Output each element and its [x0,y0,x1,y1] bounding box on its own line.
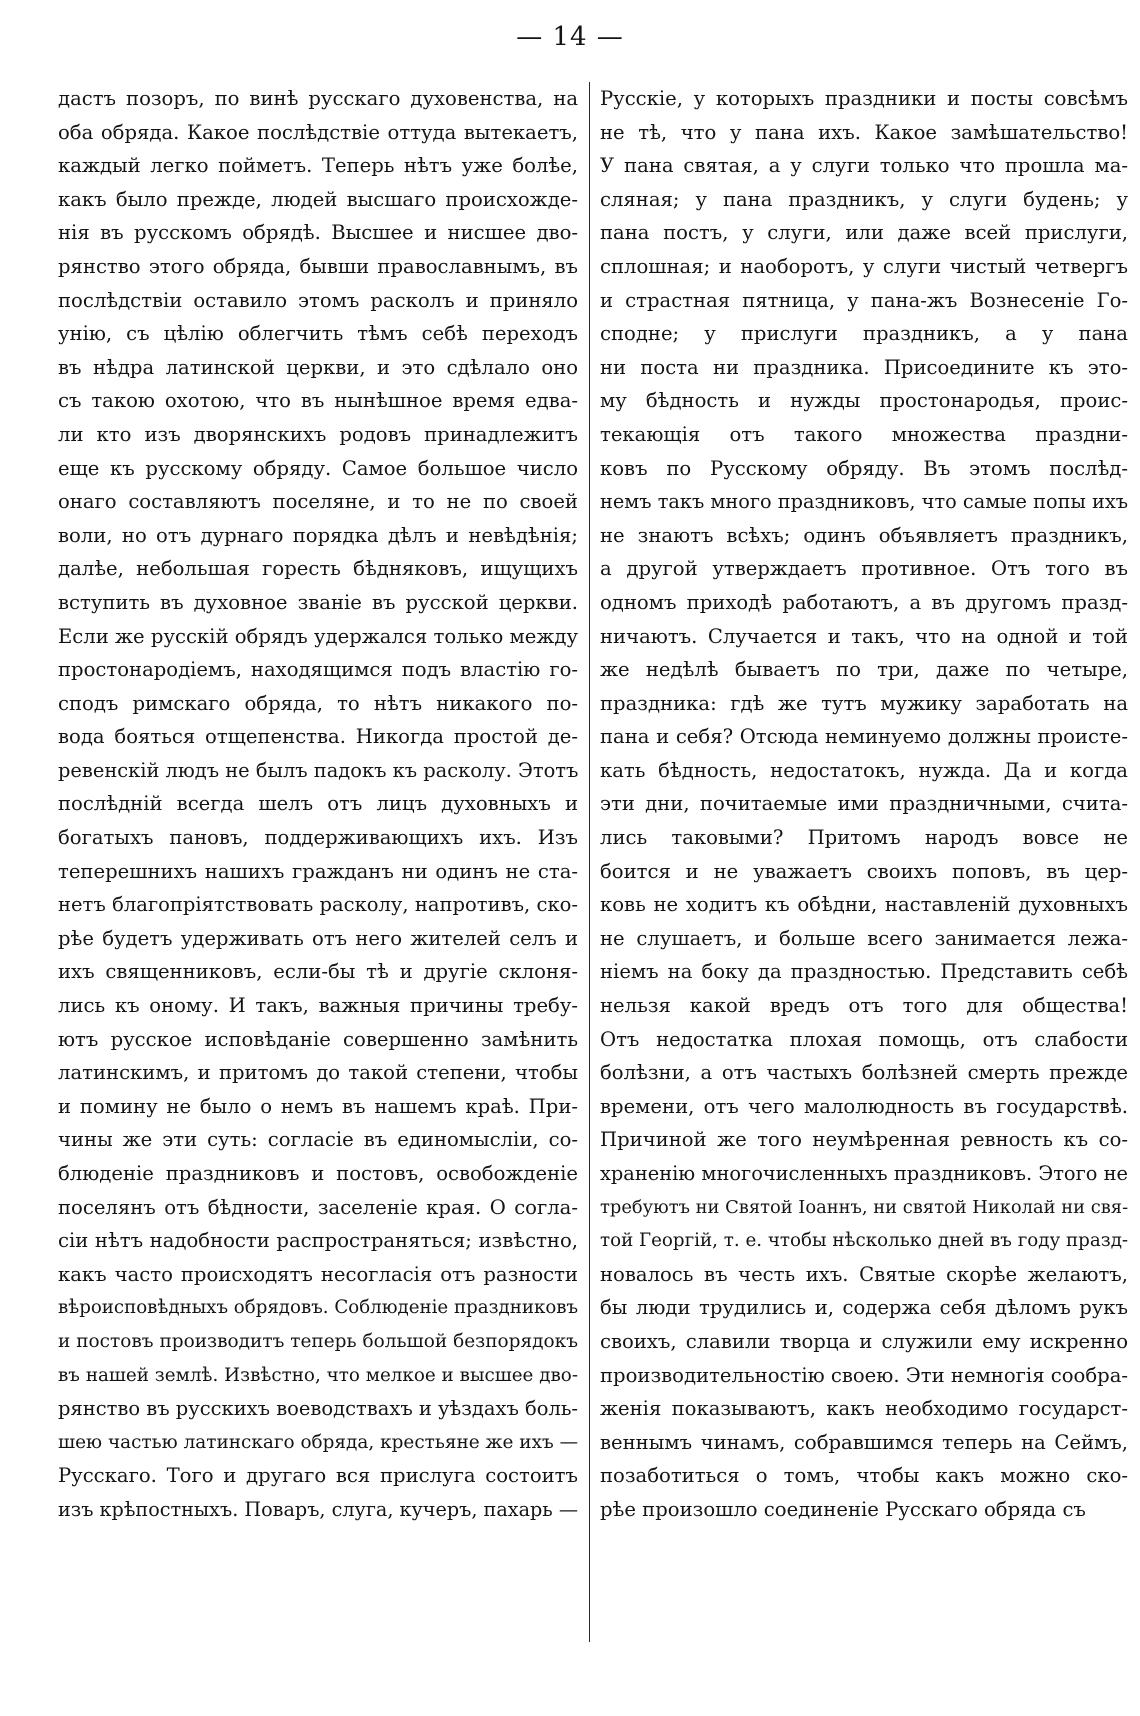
text-line: женія показываютъ, какъ необходимо государст- [600,1397,1128,1421]
text-line: лись къ оному. И такъ, важныя причины требу- [58,994,578,1018]
text-line: ковь не ходитъ къ обѣдни, наставленій духовныхъ [600,893,1128,917]
text-line: пана и себя? Отсюда неминуемо должны происте- [600,725,1128,749]
text-line: бы люди трудились и, содержа себя дѣломъ рукъ [600,1296,1128,1320]
text-line: праздника: гдѣ же тутъ мужику заработать на [600,691,1128,715]
text-line: вода бояться отщепенства. Никогда простой де- [58,725,578,749]
text-line: лись таковыми? Притомъ народъ вовсе не [600,826,1128,850]
text-line: въ нашей землѣ. Извѣстно, что мелкое и высшее дво- [58,1364,578,1386]
text-line: послѣдній всегда шелъ отъ лицъ духовныхъ и [58,792,578,816]
text-line: теперешнихъ нашихъ гражданъ ни одинъ не ста- [58,859,578,883]
text-line: нельзя какой вредъ отъ того для общества! [600,994,1128,1018]
text-line: веннымъ чинамъ, собравшимся теперь на Сеймъ, [600,1430,1128,1454]
text-line: кать бѣдность, недостатокъ, нужда. Да и когда [600,758,1128,782]
text-line: послѣдствіи оставило этомъ расколъ и приняло [58,288,578,312]
text-line: воли, но отъ дурнаго порядка дѣлъ и невѣдѣнія; [58,523,578,547]
text-line: Если же русскій обрядъ удержался только между [58,624,578,648]
text-line: и постовъ производитъ теперь большой безпорядокъ [58,1330,578,1352]
text-line: нетъ благопріятствовать расколу, напротивъ, ско- [58,893,578,917]
text-line: времени, отъ чего малолюдность въ государствѣ. [600,1094,1128,1118]
text-line: вступить въ духовное званіе въ русской церкви. [58,590,578,614]
text-line: немъ такъ много праздниковъ, что самые попы ихъ [600,490,1128,514]
text-line: болѣзни, а отъ частыхъ болѣзней смерть прежде [600,1061,1128,1085]
text-line: въ нѣдра латинской церкви, и это сдѣлало оно [58,355,578,379]
text-line: му бѣдность и нужды простонародья, проис- [600,389,1128,413]
text-line: требуютъ ни Святой Іоаннъ, ни святой Николай ни свя- [600,1196,1128,1218]
text-line: дастъ позоръ, по винѣ русскаго духовенства, на [58,87,578,110]
text-line: богатыхъ пановъ, поддерживающихъ ихъ. Изъ [58,826,578,850]
text-line: а другой утверждаетъ противное. Отъ того въ [600,557,1128,581]
text-line: новалось въ честь ихъ. Святые скорѣе желаютъ, [600,1262,1128,1286]
text-line: ніемъ на боку да праздностью. Представить себѣ [600,960,1128,984]
text-line: рянство въ русскихъ воеводствахъ и уѣздахъ боль- [58,1397,578,1421]
text-line: латинскимъ, и притомъ до такой степени, чтобы [58,1061,578,1085]
text-line: рянство этого обряда, бывши православнымъ, въ [58,254,578,278]
text-line: той Георгій, т. е. чтобы нѣсколько дней въ году празд- [600,1230,1128,1252]
text-line: пана постъ, у слуги, или даже всей прислуги, [600,221,1128,245]
text-line: онаго составляютъ поселяне, и то не по своей [58,490,578,514]
text-line: Причиной же того неумѣренная ревность къ со- [600,1128,1128,1152]
text-line: и помину не было о немъ въ нашемъ краѣ. При- [58,1094,578,1118]
text-line: позаботиться о томъ, чтобы какъ можно ско- [600,1464,1128,1488]
text-line: рѣе будетъ удерживать отъ него жителей селъ и [58,926,578,950]
text-line: ютъ русское исповѣданіе совершенно замѣнить [58,1027,578,1051]
text-line: же недѣлѣ бываетъ по три, даже по четыре, [600,658,1128,682]
text-line: сіи нѣтъ надобности распространяться; извѣстно, [58,1229,578,1253]
text-line: унію, съ цѣлію облегчить тѣмъ себѣ переходъ [58,322,578,346]
text-line: простонародіемъ, находящимся подъ властію го- [58,658,578,682]
right-text-column [600,82,1128,1527]
text-line: ковъ по Русскому обряду. Въ этомъ послѣд- [600,456,1128,480]
text-line: рѣе произошло соединеніе Русскаго обряда съ [600,1497,1086,1521]
text-line: текающія отъ такого множества праздни- [600,422,1128,446]
text-line: и страстная пятница, у пана-жъ Вознесеніе Го- [600,288,1128,312]
text-line: съ такою охотою, что въ нынѣшное время едва- [58,389,578,413]
text-line: каждый легко пойметъ. Теперь нѣтъ уже болѣе, [58,154,578,178]
column-divider [589,82,590,1642]
text-line: еще къ русскому обряду. Самое большое число [58,456,578,480]
text-line: ничаютъ. Случается и такъ, что на одной и той [600,624,1128,648]
text-line: одномъ приходѣ работаютъ, а въ другомъ празд- [600,590,1128,614]
left-text-column [58,82,578,1527]
text-line: ли кто изъ дворянскихъ родовъ принадлежитъ [58,422,578,446]
text-line: боится и не уважаетъ своихъ поповъ, въ цер- [600,859,1128,883]
text-line: какъ было прежде, людей высшаго происхожде- [58,187,578,211]
text-line: ни поста ни праздника. Присоедините къ это- [600,355,1128,379]
text-line: шею частью латинскаго обряда, крестьяне же ихъ — [58,1431,578,1453]
text-line: производительностію своею. Эти немногія сообра- [600,1363,1128,1387]
text-line: ревенскій людъ не былъ падокъ къ расколу. Этотъ [58,758,578,782]
text-line: не знаютъ всѣхъ; одинъ объявляетъ праздникъ, [600,523,1128,547]
text-line: блюденіе праздниковъ и постовъ, освобожденіе [58,1162,578,1185]
text-line: сподне; у прислуги праздникъ, а у пана [600,322,1128,346]
text-line: какъ часто происходятъ несогласія отъ разности [58,1262,578,1286]
text-line: храненію многочисленныхъ праздниковъ. Этого не [600,1162,1128,1185]
text-line: оба обряда. Какое послѣдствіе оттуда вытекаетъ, [58,120,578,144]
text-line: чины же эти суть: согласіе въ единомысліи, со- [58,1128,578,1152]
text-line: нія въ русскомъ обрядѣ. Высшее и нисшее дво- [58,221,578,245]
text-line: У пана святая, а у слуги только что прошла ма- [600,154,1128,178]
text-line: сляная; у пана праздникъ, у слуги будень; у [600,187,1128,211]
text-line: сплошная; и наоборотъ, у слуги чистый четвергъ [600,254,1128,278]
text-line: изъ крѣпостныхъ. Поваръ, слуга, кучеръ, пахарь — [58,1497,578,1521]
text-line: Русскіе, у которыхъ праздники и посты совсѣмъ [600,87,1128,110]
text-line: Отъ недостатка плохая помощь, отъ слабости [600,1027,1128,1051]
page-number: — 14 — [516,22,624,52]
text-line: вѣроисповѣдныхъ обрядовъ. Соблюденіе праздниковъ [58,1297,578,1319]
text-line: поселянъ отъ бѣдности, заселеніе края. О согла- [58,1195,578,1219]
text-line: сподъ римскаго обряда, то нѣтъ никакого по- [58,691,578,715]
text-line: эти дни, почитаемые ими праздничными, счита- [600,792,1128,816]
text-line: Русскаго. Того и другаго вся прислуга состоитъ [58,1464,578,1488]
text-line: не слушаетъ, и больше всего занимается лежа- [600,926,1128,950]
text-line: своихъ, славили творца и служили ему искренно [600,1329,1128,1353]
text-line: ихъ священниковъ, если-бы тѣ и другіе склоня- [58,960,578,984]
text-line: не тѣ, что у пана ихъ. Какое замѣшательство! [600,120,1128,144]
text-line: далѣе, небольшая горесть бѣдняковъ, ищущихъ [58,557,578,581]
